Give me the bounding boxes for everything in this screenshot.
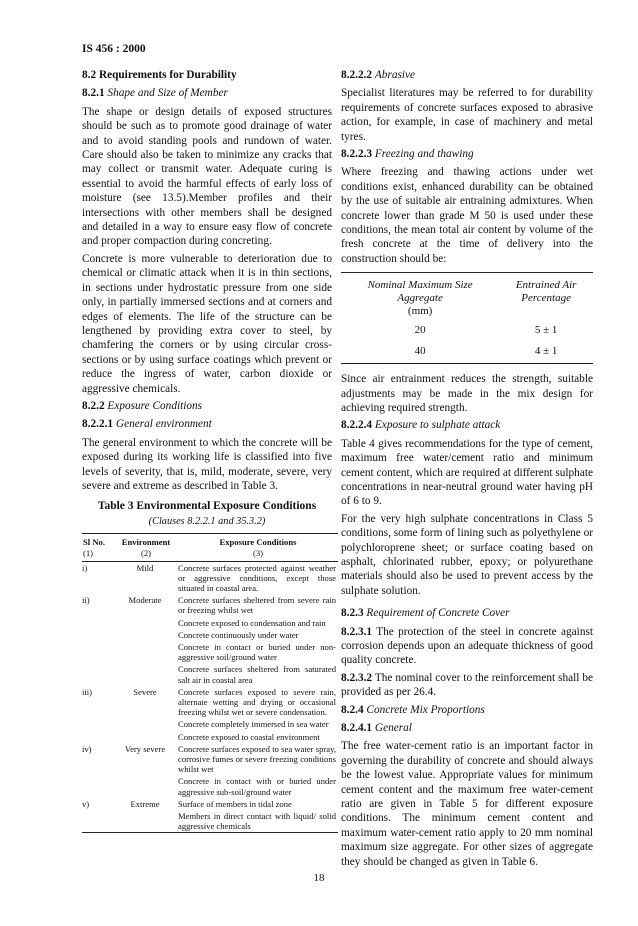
section-number: 8.2.3.2 xyxy=(341,671,373,684)
table-header-environment: Environment xyxy=(114,534,178,548)
air-cell-size: 20 xyxy=(414,324,426,337)
table-3-caption: Table 3 Environmental Exposure Conditions xyxy=(97,500,317,513)
section-number: 8.2.2 xyxy=(82,399,105,412)
section-8-2-2-4-heading xyxy=(341,418,593,432)
table-row xyxy=(82,731,338,743)
table-row xyxy=(82,663,338,685)
table-row xyxy=(82,798,338,810)
section-8-2-heading: 8.2 Requirements for Durability xyxy=(82,69,237,81)
section-title: Exposure to sulphate attack xyxy=(374,419,501,432)
section-8-2-2-2-heading xyxy=(341,68,593,82)
section-number: 8.2.3 xyxy=(341,607,364,620)
table-cell-sl xyxy=(82,718,114,730)
header-line: Entrained Air xyxy=(515,279,577,292)
paragraph-abrasive: Specialist literatures may be referred to for durability requirements of concrete surfaces exposed to abrasive action, for example, in case of machinery and metal tyres. xyxy=(341,87,593,143)
air-cell-size: 40 xyxy=(341,341,499,364)
table-cell-environment xyxy=(114,663,178,685)
document-header: IS 456 : 2000 xyxy=(82,43,146,55)
section-number: 8.2.4.1 xyxy=(341,722,373,735)
paragraph-sulphate-lining: For the very high sulphate concentrations in Class 5 conditions, some form of lining such as polyethylene or polychloroprene sheet; or surface coating based on asphalt, chlorinated rubber, epoxy; or polyurethane materials should also be used to prevent access by the sulphate solution. xyxy=(341,512,593,597)
section-title: Concrete Mix Proportions xyxy=(366,703,485,716)
section-number: 8.2.1 xyxy=(82,87,105,100)
table-cell-environment xyxy=(114,810,178,833)
section-8-2-2-3-heading xyxy=(341,147,593,161)
table-cell-condition: Concrete continuously under water xyxy=(178,629,299,640)
section-number: 8.2.2.2 xyxy=(341,69,373,81)
section-8-2-2-1-heading xyxy=(82,417,332,431)
table-cell-environment: Very severe xyxy=(124,743,166,754)
paragraph-freezing-thawing: Where freezing and thawing actions under wet conditions exist, enhanced durability can be obtained by the use of suitable air entraining admixtures. When concrete lower than grade M 50 is used under these conditions, the mean total air content by volume of the fresh concrete at the time of delivery into the construction should be: xyxy=(341,166,593,265)
table-cell-condition: Surface of members in tidal zone xyxy=(178,798,292,809)
section-8-2-1-heading xyxy=(82,86,332,100)
table-cell-environment: Extreme xyxy=(130,798,160,809)
table-cell-environment xyxy=(114,718,178,730)
table-cell-condition: Concrete surfaces sheltered from saturated salt air in coastal area xyxy=(178,664,336,685)
section-number: 8.2.3.1 xyxy=(341,625,373,638)
table-cell-condition: Concrete exposed to coastal environment xyxy=(178,731,320,742)
table-cell-sl xyxy=(82,641,114,663)
paragraph-general-environment: The general environment to which the concrete will be exposed during its working life is classified into five levels of severity, that is, mild, moderate, severe, very severe and extreme as described in Table 3. xyxy=(82,436,332,492)
table-cell-sl xyxy=(82,810,114,833)
paragraph-sulphate-table-ref: Table 4 gives recommendations for the type of cement, maximum free water/cement ratio and minimum cement content, which are required at different sulphate concentrations in near-neutral ground water having pH of 6 to 9. xyxy=(341,437,593,508)
table-cell-sl xyxy=(82,731,114,743)
paragraph-vulnerability: Concrete is more vulnerable to deterioration due to chemical or climatic attack when it is in thin sections, in sections under hydrostatic pressure from one side only, in partially immersed sections and at corners and edges of elements. The life of the structure can be lengthened by providing extra cover to steel, by chamfering the corners or by using circular cross-sections or by using surface coatings which prevent or reduce the ingress of water, carbon dioxide or aggressive chemicals. xyxy=(82,252,332,395)
table-cell-condition: Concrete exposed to condensation and rain xyxy=(178,617,326,628)
table-cell-environment xyxy=(114,731,178,743)
table-row xyxy=(82,718,338,730)
table-cell-environment xyxy=(114,641,178,663)
table-cell-sl xyxy=(82,617,114,629)
paragraph-air-entrainment: Since air entrainment reduces the strength, suitable adjustments may be made in the mix design for achieving required strength. xyxy=(341,373,593,414)
table-cell-sl: iii) xyxy=(82,686,93,697)
table-3-clauses: (Clauses 8.2.2.1 and 35.3.2) xyxy=(148,515,266,527)
table-cell-condition: Concrete in contact or buried under non-aggressive soil/ground water xyxy=(178,642,336,663)
paragraph-water-cement-ratio: The free water-cement ratio is an important factor in governing the durability of concrete and should always be the lowest value. Appropriate values for minimum cement content and the maximum free water-cement ratio are given in Table 5 for different exposure conditions. The minimum cement content and maximum water-cement ratio apply to 20 mm nominal maximum size aggregate. For other sizes of aggregate they should be changed as given in Table 6. xyxy=(341,740,593,868)
table-cell-sl xyxy=(82,775,114,797)
section-8-2-4-heading xyxy=(341,703,593,717)
air-table-header-size xyxy=(341,273,499,321)
air-table-header-percentage xyxy=(499,273,593,321)
table-row xyxy=(82,561,338,594)
paragraph-8-2-3-2 xyxy=(341,671,593,700)
table-row xyxy=(82,629,338,641)
table-cell-sl: ii) xyxy=(82,595,90,606)
paragraph-8-2-3-1 xyxy=(341,625,593,668)
table-row xyxy=(82,641,338,663)
section-title: Abrasive xyxy=(374,69,416,81)
table-cell-condition: Concrete in contact with or buried under aggressive sub-soil/ground water xyxy=(178,776,336,797)
section-title: Freezing and thawing xyxy=(374,148,474,161)
table-row xyxy=(82,810,338,833)
table-cell-condition: Concrete completely immersed in sea water xyxy=(178,719,329,730)
section-8-2-3-heading xyxy=(341,606,593,620)
table-row xyxy=(341,341,593,364)
table-cell-sl xyxy=(82,629,114,641)
section-title: Exposure Conditions xyxy=(107,399,203,412)
table-cell-environment xyxy=(114,629,178,641)
table-row xyxy=(82,617,338,629)
section-number: 8.2.4 xyxy=(341,703,364,716)
exposure-conditions-table xyxy=(82,533,338,833)
section-title: General environment xyxy=(115,418,212,431)
table-header-conditions: Exposure Conditions xyxy=(178,534,338,548)
table-cell-environment: Severe xyxy=(133,686,157,697)
table-cell-sl: i) xyxy=(82,562,88,573)
table-row xyxy=(341,320,593,340)
right-column xyxy=(341,68,593,872)
table-cell-condition: Members in direct contact with liquid/ solid aggressive chemicals xyxy=(178,811,336,832)
air-cell-percentage: 4 ± 1 xyxy=(499,341,593,364)
table-cell-environment: Mild xyxy=(136,562,154,573)
paragraph-shape-size: The shape or design details of exposed structures should be such as to promote good drainage of water and to avoid standing pools and rundown of water. Care should also be taken to minimize any cracks that may collect or transmit water. Adequate curing is essential to avoid the harmful effects of early loss of moisture (see 13.5).Member profiles and their intersections with other members shall be designed and detailed in a way to ensure easy flow of concrete and proper compaction during concreting. xyxy=(82,105,332,248)
table-cell-environment xyxy=(114,617,178,629)
table-cell-sl xyxy=(82,663,114,685)
section-number: 8.2.2.1 xyxy=(82,418,114,431)
section-title: General xyxy=(374,722,412,735)
table-column-number: (1) xyxy=(82,547,114,561)
table-column-number: (2) xyxy=(114,547,178,561)
section-title: Requirement of Concrete Cover xyxy=(366,607,510,620)
section-8-2-4-1-heading xyxy=(341,721,593,735)
table-row xyxy=(82,594,338,616)
table-cell-sl: iv) xyxy=(82,743,92,754)
table-cell-sl: v) xyxy=(82,798,90,809)
section-title: Shape and Size of Member xyxy=(107,87,228,100)
air-cell-percentage: 5 ± 1 xyxy=(534,324,558,337)
header-line: Nominal Maximum Size xyxy=(367,279,473,292)
section-number: 8.2.2.3 xyxy=(341,148,373,161)
section-8-2-2-heading xyxy=(82,399,332,413)
table-cell-condition: Concrete surfaces sheltered from severe rain or freezing whilst wet xyxy=(178,595,336,616)
table-row xyxy=(82,686,338,719)
header-line: Percentage xyxy=(521,292,571,305)
table-cell-condition: Concrete surfaces protected against weather or aggressive conditions, except those situated in coastal area. xyxy=(178,562,336,593)
table-row xyxy=(82,743,338,776)
table-header-sl: Sl No. xyxy=(82,534,114,548)
table-column-number: (3) xyxy=(178,547,338,561)
section-number: 8.2.2.4 xyxy=(341,419,373,432)
entrained-air-table xyxy=(341,272,593,364)
header-line: (mm) xyxy=(407,305,433,318)
table-cell-condition: Concrete surfaces exposed to sea water spray, corrosive fumes or severe freezing conditions whilst wet xyxy=(178,743,336,775)
table-cell-environment xyxy=(114,775,178,797)
table-cell-condition: Concrete surfaces exposed to severe rain, alternate wetting and drying or occasional freezing whilst wet or severe condensation. xyxy=(178,686,336,718)
paragraph-text: The nominal cover to the reinforcement shall be provided as per 26.4. xyxy=(341,671,593,699)
table-row xyxy=(82,775,338,797)
paragraph-text: The protection of the steel in concrete against corrosion depends upon an adequate thickness of good quality concrete. xyxy=(341,625,593,667)
page-number: 18 xyxy=(313,872,325,884)
table-cell-environment: Moderate xyxy=(128,595,162,606)
header-line: Aggregate xyxy=(397,292,443,305)
left-column xyxy=(82,68,336,833)
